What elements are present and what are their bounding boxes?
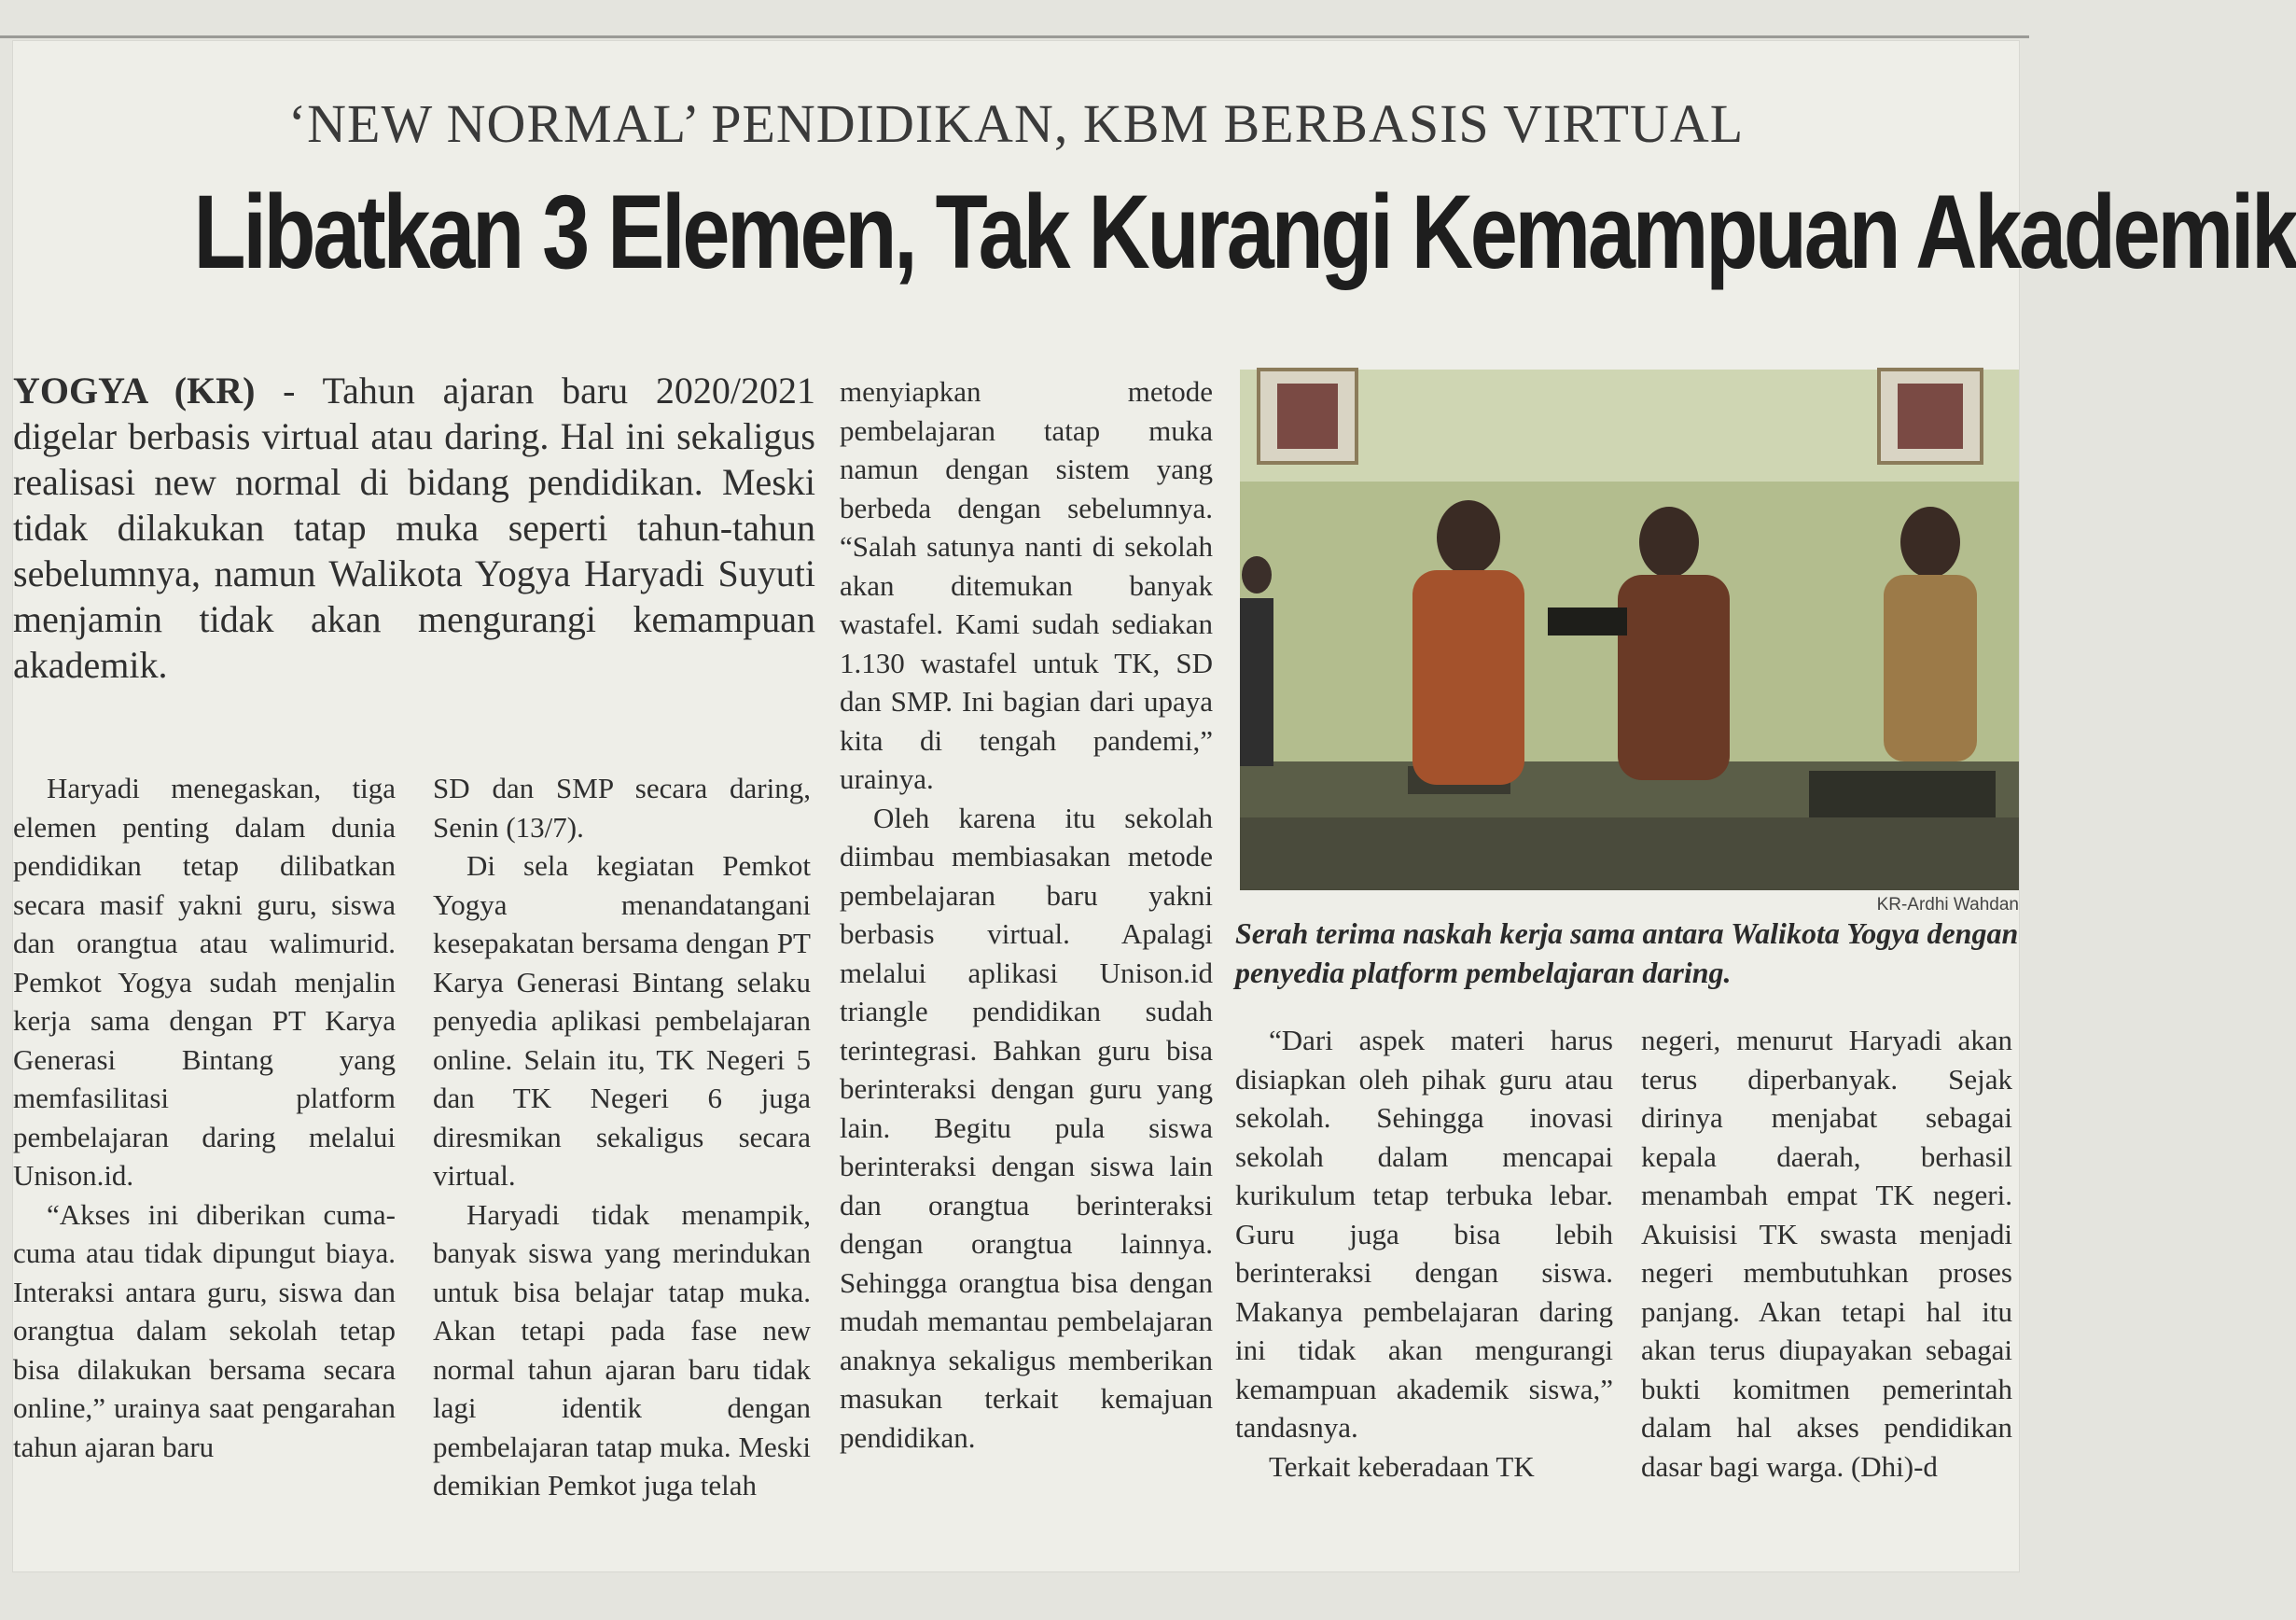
- lead-paragraph: [13, 368, 815, 688]
- column-3-paragraph-1: menyiapkan metode pembelajaran tatap muka namun dengan sistem yang berbeda dengan sebelumnya. “Salah satunya nanti di sekolah akan ditemukan banyak wastafel. Kami sudah sediakan 1.130 wastafel untuk TK, SD dan SMP. Ini bagian dari upaya kita di tengah pandemi,” urainya.: [840, 375, 1213, 795]
- column-2: [433, 769, 811, 1505]
- headline: Libatkan 3 Elemen, Tak Kurangi Kemampuan Akademik: [193, 174, 2296, 290]
- column-4-paragraph-2: Terkait keberadaan TK: [1269, 1449, 1535, 1483]
- column-5-paragraph-1: negeri, menurut Haryadi akan terus diperbanyak. Sejak dirinya menjabat sebagai kepala daerah, berhasil menambah empat TK negeri. Akuisisi TK swasta menjadi negeri membutuhkan proses panjang. Akan tetapi hal itu akan terus diupayakan sebagai bukti komitmen pemerintah dalam hal akses pendidikan dasar bagi warga. (Dhi)-d: [1641, 1024, 2012, 1483]
- photo-illustration: [1240, 370, 2019, 890]
- column-3: [840, 372, 1213, 1457]
- column-1: [13, 769, 396, 1466]
- kicker: ‘NEW NORMAL’ PENDIDIKAN, KBM BERBASIS VIRTUAL: [287, 93, 1745, 154]
- column-2-paragraph-2: Di sela kegiatan Pemkot Yogya menandatangani kesepakatan bersama dengan PT Karya Generasi Bintang selaku penyedia aplikasi pembelajaran online. Selain itu, TK Negeri 5 dan TK Negeri 6 juga diresmikan sekaligus secara virtual.: [433, 849, 811, 1192]
- column-5: [1641, 1021, 2012, 1486]
- photo-credit: KR-Ardhi Wahdan: [1876, 895, 2019, 915]
- news-photo: [1240, 370, 2019, 890]
- newspaper-clipping: [13, 41, 2296, 1571]
- column-2-paragraph-1: SD dan SMP secara daring, Senin (13/7).: [433, 772, 811, 844]
- column-3-paragraph-2: Oleh karena itu sekolah diimbau membiasakan metode pembelajaran baru yakni berbasis virtual. Apalagi melalui aplikasi Unison.id triangle pendidikan sudah terintegrasi. Bahkan guru bisa berinteraksi dengan guru yang lain. Begitu pula siswa berinteraksi dengan siswa lain dan orangtua berinteraksi dengan orangtua lainnya. Sehingga orangtua bisa dengan mudah memantau pembelajaran anaknya sekaligus memberikan masukan terkait kemajuan pendidikan.: [840, 801, 1213, 1454]
- dateline: YOGYA (KR): [13, 370, 256, 412]
- column-1-paragraph-1: Haryadi menegaskan, tiga elemen penting dalam dunia pendidikan tetap dilibatkan secara masif yakni guru, siswa dan orangtua atau walimurid. Pemkot Yogya sudah menjalin kerja sama dengan PT Karya Generasi Bintang yang memfasilitasi platform pembelajaran daring melalui Unison.id.: [13, 772, 396, 1192]
- column-2-paragraph-3: Haryadi tidak menampik, banyak siswa yang merindukan untuk bisa belajar tatap muka. Akan tetapi pada fase new normal tahun ajaran baru tidak lagi identik dengan pembelajaran tatap muka. Meski demikian Pemkot juga telah: [433, 1197, 811, 1501]
- photo-caption: Serah terima naskah kerja sama antara Walikota Yogya dengan penyedia platform pembelajaran daring.: [1235, 916, 2019, 989]
- column-1-paragraph-2: “Akses ini diberikan cuma-cuma atau tidak dipungut biaya. Interaksi antara guru, siswa dan orangtua dalam sekolah tetap bisa dilakukan bersama secara online,” urainya saat pengarahan tahun ajaran baru: [13, 1197, 396, 1463]
- lead-text: - Tahun ajaran baru 2020/2021 digelar berbasis virtual atau daring. Hal ini sekaligus realisasi new normal di bidang pendidikan. Meski tidak dilakukan tatap muka seperti tahun-tahun sebelumnya, namun Walikota Yogya Haryadi Suyuti menjamin tidak akan mengurangi kemampuan akademik.: [13, 370, 816, 686]
- column-4: [1235, 1021, 1613, 1486]
- column-4-paragraph-1: “Dari aspek materi harus disiapkan oleh pihak guru atau sekolah. Sehingga inovasi sekolah dalam mencapai kurikulum tetap terbuka lebar. Guru juga bisa lebih berinteraksi dengan siswa. Makanya pembelajaran daring ini tidak akan mengurangi kemampuan akademik siswa,” tandasnya.: [1235, 1024, 1613, 1444]
- top-rule: [0, 35, 2029, 38]
